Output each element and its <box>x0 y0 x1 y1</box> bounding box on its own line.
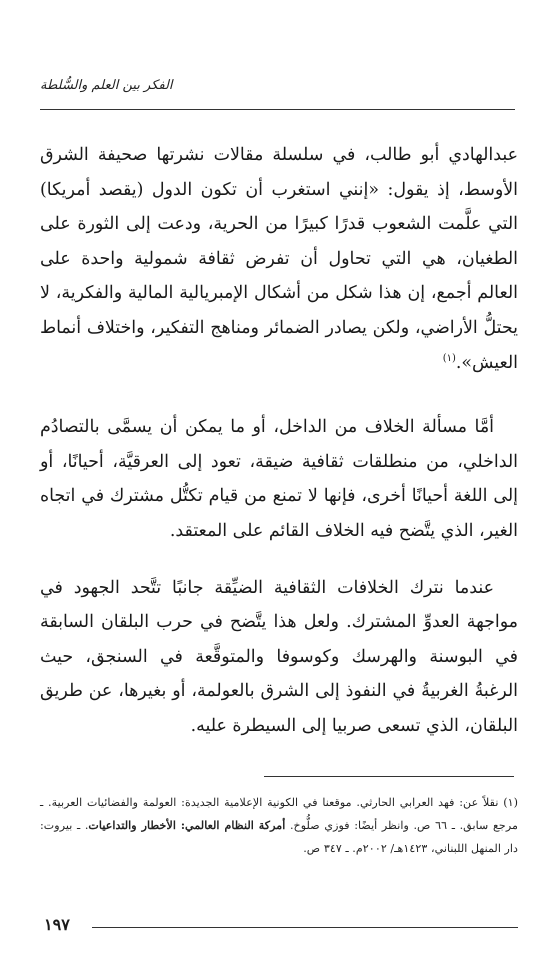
footnote-rule <box>264 776 514 777</box>
page-footer <box>44 915 518 939</box>
running-header <box>40 70 515 110</box>
footnote <box>40 791 518 860</box>
page-number: ١٩٧ <box>44 915 70 934</box>
footnote-text-1: (١) نقلاً عن: فهد العرابي الحارثي. موقعنا في الكونية الإعلامية الجديدة: العولمة والفضائيات العربية. ـ مرجع سابق. ـ ٦٦ ص. وانظر أيضًا: فوزي صلُّوخ. <box>40 796 518 832</box>
running-title: الفكر بين العلم والسُّلطة <box>40 78 173 93</box>
paragraph-1-text: عبدالهادي أبو طالب، في سلسلة مقالات نشرتها صحيفة الشرق الأوسط، إذ يقول: «إنني استغرب أن تكون الدول (يقصد أمريكا) التي علَّمت الشعوب قدرًا كبيرًا من الحرية، ودعت إلى الثورة على الطغيان، هي التي تحاول أن تفرض ثقافة شمولية واحدة على العالم أجمع، إن هذا شكل من أشكال الإمبريالية المالية والفكرية، لا يحتلُّ الأراضي، ولكن يصادر الضمائر ومناهج التفكير، واختلاف أنماط العيش». <box>40 145 518 373</box>
paragraph-2: أمَّا مسألة الخلاف من الداخل، أو ما يمكن أن يسمَّى بالتصادُم الداخلي، من منطلقات ثقافية ضيقة، تعود إلى العرقيَّة، أحيانًا، أو إلى اللغة أحيانًا أخرى، فإنها لا تمنع من قيام تكتُّل مشترك في اتجاه الغير، الذي يتَّضح فيه الخلاف القائم على المعتقد. <box>40 417 518 541</box>
paragraph-1 <box>40 138 518 380</box>
body-text <box>40 138 518 744</box>
footnote-book-title: أمركة النظام العالمي: الأخطار والتداعيات <box>88 818 286 832</box>
header-rule <box>40 109 515 110</box>
footnote-reference[interactable]: (١) <box>442 352 456 364</box>
paragraph-3: عندما نترك الخلافات الثقافية الضيِّقة جانبًا تتَّحد الجهود في مواجهة العدوِّ المشترك. ولعل هذا يتَّضح في حرب البلقان السابقة في البوسنة والهرسك وكوسوفا والمتوقَّعة في السنجق، حيث الرغبةُ الغربيةُ في النفوذ إلى الشرق بالعولمة، أو بغيرها، عن طريق البلقان، الذي تسعى صربيا إلى السيطرة عليه. <box>40 577 518 736</box>
footnote-text-2: . ـ بيروت: دار المنهل اللبناني، ١٤٢٣هـ/ ٢٠٠٢م. ـ ٣٤٧ ص. <box>40 819 518 855</box>
footer-rule <box>92 927 518 928</box>
